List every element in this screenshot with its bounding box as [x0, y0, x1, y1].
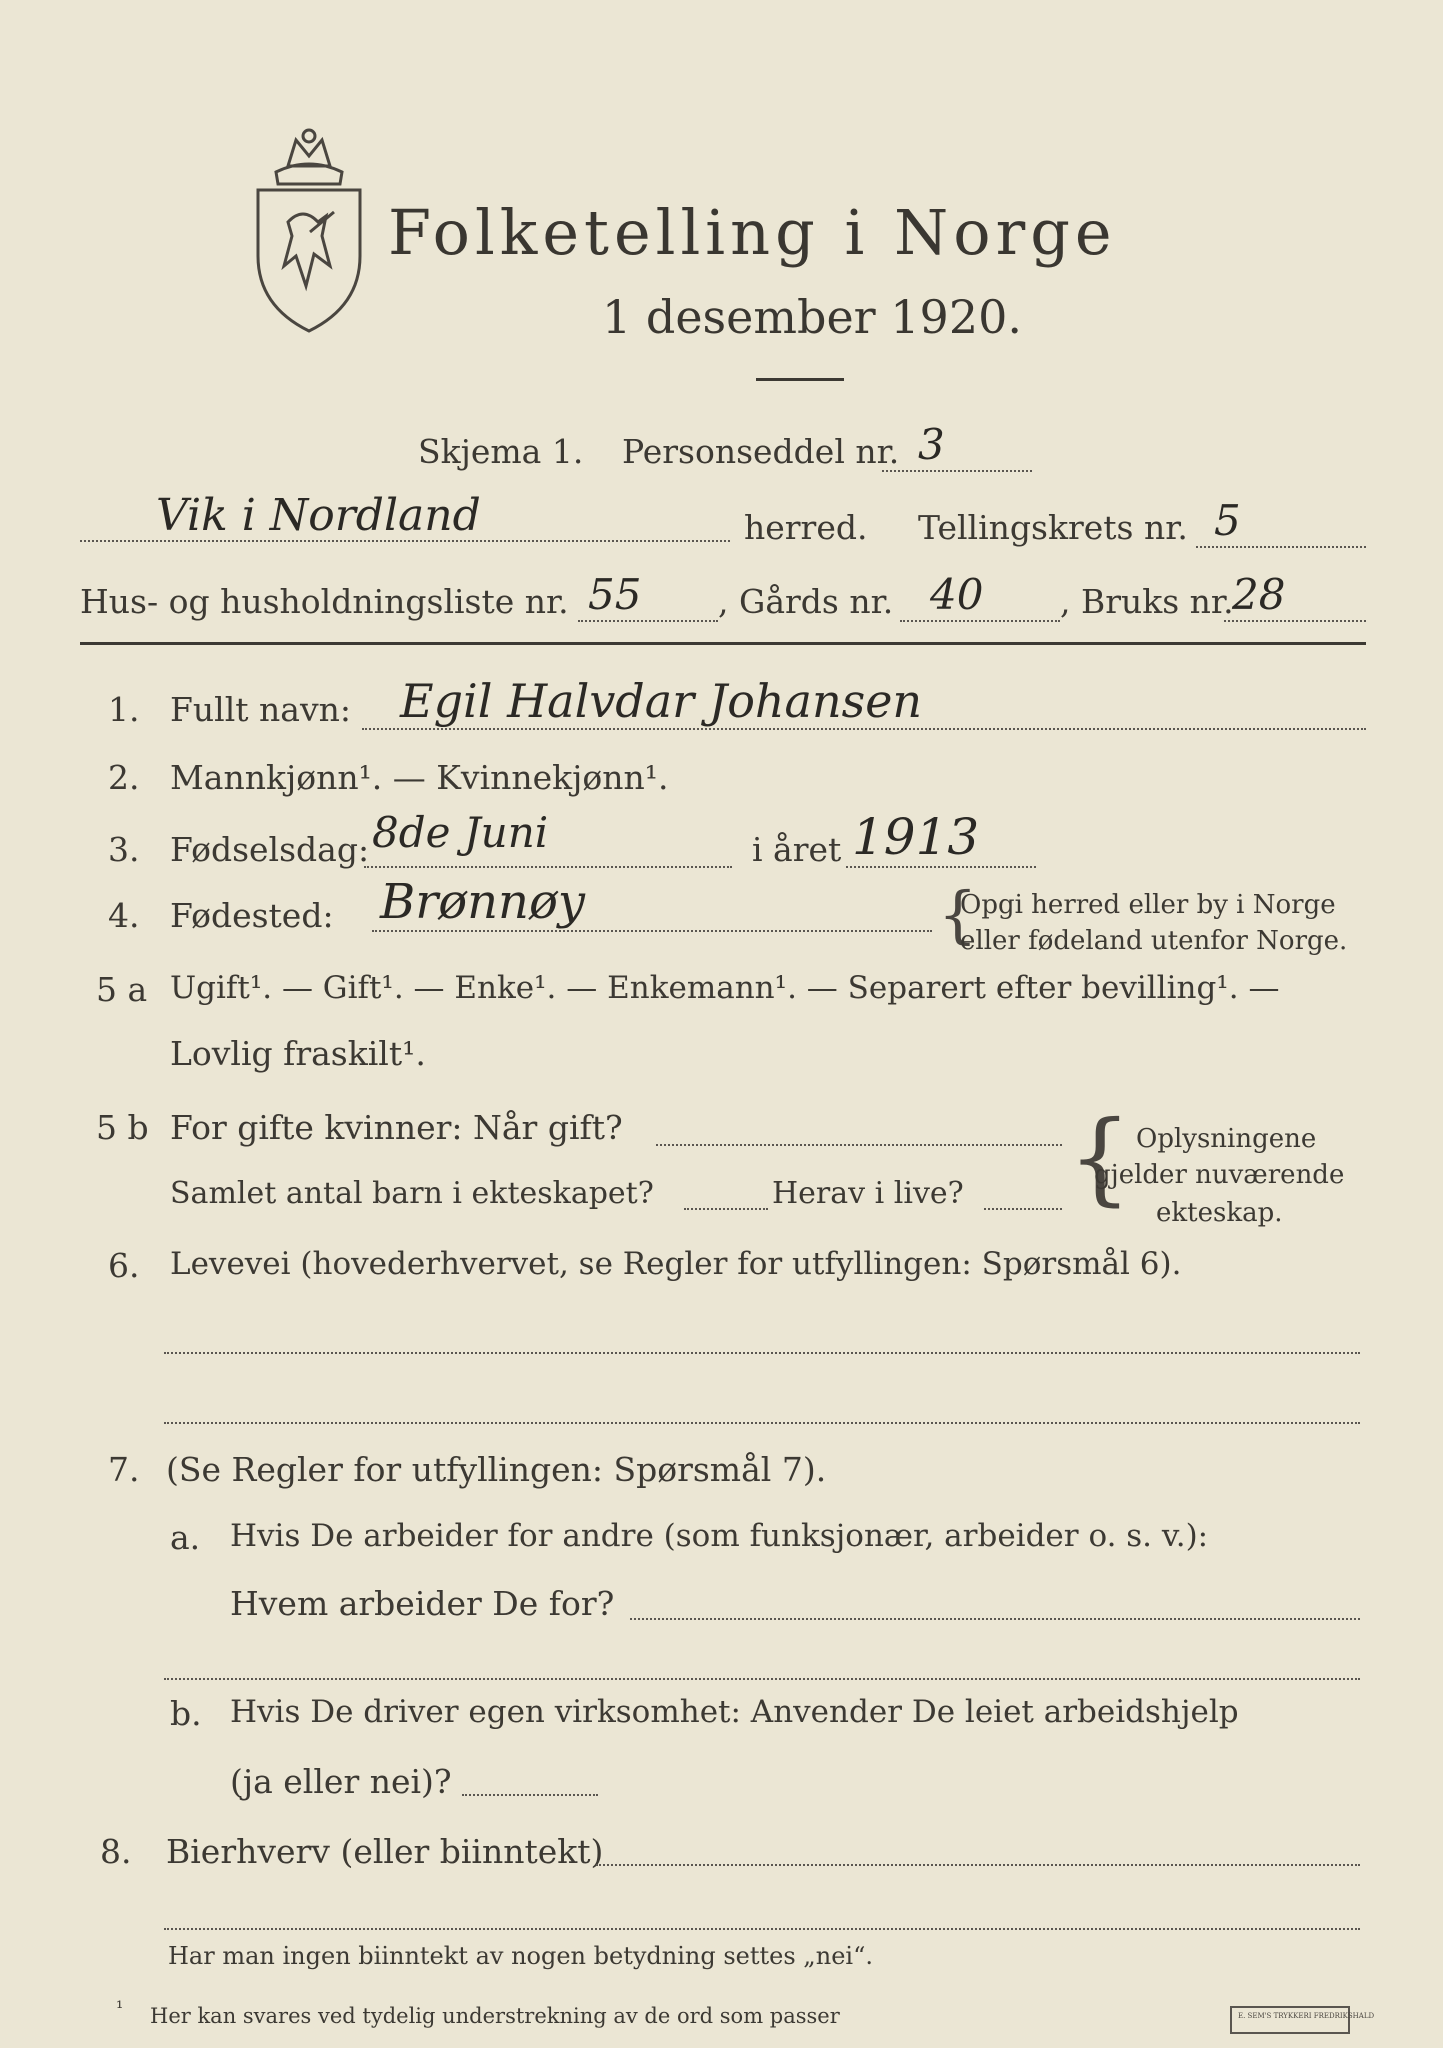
q4-note-line1: Opgi herred eller by i Norge — [960, 890, 1336, 920]
q2-label: Mannkjønn¹. — Kvinnekjønn¹. — [170, 758, 669, 797]
personseddel-line — [882, 470, 1032, 472]
gards-label: , Gårds nr. — [718, 582, 894, 621]
tellingskrets-line — [1196, 546, 1366, 548]
q3-line — [364, 866, 732, 868]
schema-label: Skjema 1. — [418, 432, 584, 471]
q1-number: 1. — [108, 690, 140, 729]
q5b-line2a: Samlet antal barn i ekteskapet? — [170, 1176, 654, 1211]
herred-value: Vik i Nordland — [156, 490, 481, 541]
q1-value: Egil Halvdar Johansen — [400, 674, 923, 728]
q3-year-label: i året — [752, 830, 842, 869]
footnote-mark: ¹ — [116, 1998, 124, 2019]
q7a-line2-dots — [164, 1678, 1360, 1680]
header-rule — [80, 642, 1366, 645]
hus-label: Hus- og husholdningsliste nr. — [80, 582, 569, 621]
footer-note: Har man ingen biinntekt av nogen betydning settes „nei“. — [168, 1942, 873, 1970]
q5b-note1: Oplysningene — [1136, 1124, 1317, 1154]
printer-stamp — [1230, 2006, 1350, 2034]
q7-number: 7. — [108, 1450, 140, 1489]
q3-year-value: 1913 — [852, 808, 980, 866]
q4-brace: { — [938, 878, 978, 951]
q3-number: 3. — [108, 830, 140, 869]
q6-number: 6. — [108, 1246, 140, 1285]
bruks-value: 28 — [1232, 570, 1286, 619]
q5b-brace: { — [1068, 1099, 1132, 1216]
q4-line — [372, 930, 932, 932]
q7a-letter: a. — [170, 1518, 201, 1557]
q3-year-line — [846, 866, 1036, 868]
q7a-line1: Hvis De arbeider for andre (som funksjonær, arbeider o. s. v.): — [230, 1518, 1209, 1554]
q5a-line2: Lovlig fraskilt¹. — [170, 1034, 426, 1073]
q7-label: (Se Regler for utfyllingen: Spørsmål 7). — [166, 1450, 827, 1489]
q4-number: 4. — [108, 896, 140, 935]
q6-line1 — [164, 1352, 1360, 1354]
q5a-line1: Ugift¹. — Gift¹. — Enke¹. — Enkemann¹. — Separert efter bevilling¹. — — [170, 970, 1280, 1006]
coat-of-arms-icon — [248, 126, 370, 336]
q6-line2 — [164, 1422, 1360, 1424]
q5b-number: 5 b — [96, 1108, 149, 1147]
q7b-line2: (ja eller nei)? — [230, 1762, 452, 1801]
q8-label: Bierhverv (eller biinntekt) — [166, 1832, 604, 1871]
q4-label: Fødested: — [170, 896, 334, 935]
hus-line — [578, 620, 718, 622]
q4-value: Brønnøy — [380, 874, 585, 930]
q8-number: 8. — [100, 1832, 132, 1871]
personseddel-label: Personseddel nr. — [622, 432, 900, 471]
tellingskrets-label: Tellingskrets nr. — [918, 508, 1188, 547]
footnote-text: Her kan svares ved tydelig understrekning av de ord som passer — [150, 2004, 840, 2028]
bruks-line — [1224, 620, 1366, 622]
q7b-line — [462, 1794, 598, 1796]
q5b-note3: ekteskap. — [1156, 1198, 1283, 1228]
q5b-live-line — [984, 1208, 1062, 1210]
bruks-label: , Bruks nr. — [1060, 582, 1234, 621]
q5b-barn-line — [684, 1208, 768, 1210]
q7a-line2: Hvem arbeider De for? — [230, 1584, 615, 1623]
herred-label: herred. — [744, 508, 868, 547]
q5a-number: 5 a — [96, 970, 148, 1009]
gards-line — [900, 620, 1060, 622]
q7b-line1: Hvis De driver egen virksomhet: Anvender De leiet arbeidshjelp — [230, 1694, 1239, 1730]
q3-label: Fødselsdag: — [170, 830, 370, 869]
hus-value: 55 — [588, 570, 642, 619]
q7a-line — [630, 1618, 1360, 1620]
q3-value: 8de Juni — [372, 808, 549, 857]
q5b-line2b: Herav i live? — [772, 1176, 964, 1211]
printer-mark: E. SEM'S TRYKKERI FREDRIKSHALD — [1238, 2012, 1375, 2020]
q5b-line1: For gifte kvinner: Når gift? — [170, 1108, 623, 1147]
q1-label: Fullt navn: — [170, 690, 351, 729]
q4-note-line2: eller fødeland utenfor Norge. — [960, 926, 1348, 956]
form-title: Folketelling i Norge — [388, 196, 1117, 269]
form-date: 1 desember 1920. — [602, 290, 1022, 344]
q6-label: Levevei (hovederhvervet, se Regler for utfyllingen: Spørsmål 6). — [170, 1246, 1182, 1282]
tellingskrets-value: 5 — [1214, 496, 1241, 545]
gards-value: 40 — [930, 570, 984, 619]
q8-line2 — [164, 1928, 1360, 1930]
personseddel-value: 3 — [918, 420, 945, 469]
q5b-note2: gjelder nuværende — [1094, 1160, 1345, 1190]
q7b-letter: b. — [170, 1694, 202, 1733]
q8-line1 — [596, 1864, 1360, 1866]
q1-line — [362, 728, 1366, 730]
q2-number: 2. — [108, 758, 140, 797]
q5b-gift-line — [656, 1144, 1062, 1146]
title-divider — [756, 378, 844, 381]
